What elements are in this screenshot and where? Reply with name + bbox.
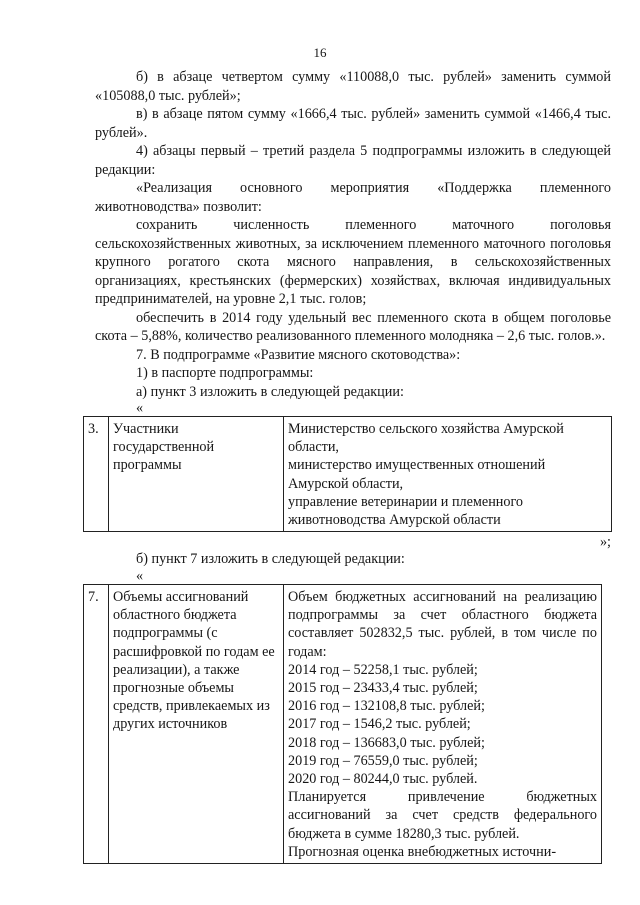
close-quote-1: »;: [599, 534, 611, 550]
table-cell-num: 3.: [84, 417, 109, 532]
federal-funding: Планируется привлечение бюджетных ассигнований за счет средств федерального бюджета в сумме 18280,3 тыс. рублей.: [288, 789, 597, 842]
table-cell-num: 7.: [84, 585, 109, 864]
section-7-item-a: а) пункт 3 изложить в следующей редакции:: [136, 383, 404, 400]
funding-year: 2018 год – 136683,0 тыс. рублей;: [288, 734, 485, 751]
table-cell-label: Участники государственной программы: [109, 417, 284, 532]
table-row: [84, 417, 612, 532]
participant-line: Министерство сельского хозяйства Амурской области,: [288, 421, 564, 456]
paragraph-v: в) в абзаце пятом сумму «1666,4 тыс. рублей» заменить суммой «1466,4 тыс. рублей».: [95, 106, 611, 141]
funding-year: 2014 год – 52258,1 тыс. рублей;: [288, 661, 478, 678]
paragraph-quote-start: «Реализация основного мероприятия «Поддержка племенного животноводства» позволит:: [95, 180, 611, 215]
paragraph-b: б) в абзаце четвертом сумму «110088,0 тыс. рублей» заменить суммой «105088,0 тыс. рублей»;: [95, 69, 611, 104]
funding-year: 2019 год – 76559,0 тыс. рублей;: [288, 752, 478, 769]
participant-line: министерство имущественных отношений Амурской области,: [288, 457, 546, 492]
funding-year: 2016 год – 132108,8 тыс. рублей;: [288, 698, 485, 715]
funding-intro: Объем бюджетных ассигнований на реализацию подпрограммы за счет областного бюджета составляет 502832,5 тыс. рублей, в том числе по годам:: [288, 589, 597, 660]
open-quote-2: «: [136, 567, 144, 584]
table-cell-content: [284, 585, 602, 864]
page-number: 16: [313, 45, 327, 60]
table-cell-label: Объемы ассигнований областного бюджета подпрограммы (с расшифровкой по годам ее реализации), а также прогнозные объемы средств, привлекаемых из других источников: [109, 585, 284, 864]
paragraph-preserve: сохранить численность племенного маточного поголовья сельскохозяйственных животных, за исключением племенного маточного поголовья крупного рогатого скота мясного направления, в сельскохозяйственных организациях, крестьянских (фермерских) хозяйствах, включая индивидуальных предпринимателей, на уровне 2,1 тыс. голов;: [95, 217, 611, 307]
table-row: [84, 585, 602, 864]
body-text-2: [95, 534, 611, 583]
section-7-sub1: 1) в паспорте подпрограммы:: [136, 365, 314, 381]
table-item-7: [83, 584, 602, 864]
table-item-3: [83, 416, 612, 532]
table-cell-content: [284, 417, 612, 532]
participant-line: управление ветеринарии и племенного животноводства Амурской области: [288, 493, 524, 529]
section-7-item-b: б) пункт 7 изложить в следующей редакции:: [136, 551, 405, 567]
paragraph-4: 4) абзацы первый – третий раздела 5 подпрограммы изложить в следующей редакции:: [95, 143, 611, 178]
section-7-heading: 7. В подпрограмме «Развитие мясного скотоводства»:: [136, 346, 461, 363]
paragraph-ensure: обеспечить в 2014 году удельный вес племенного скота в общем поголовье скота – 5,88%, количество реализованного племенного молодняка – 2,6 тыс. голов.».: [95, 309, 611, 344]
funding-year: 2017 год – 1546,2 тыс. рублей;: [288, 716, 471, 733]
body-text: [95, 68, 611, 415]
open-quote-1: «: [136, 400, 144, 416]
forecast-text: Прогнозная оценка внебюджетных источни-: [288, 843, 557, 860]
funding-year: 2015 год – 23433,4 тыс. рублей;: [288, 680, 478, 697]
funding-year: 2020 год – 80244,0 тыс. рублей.: [288, 771, 478, 788]
